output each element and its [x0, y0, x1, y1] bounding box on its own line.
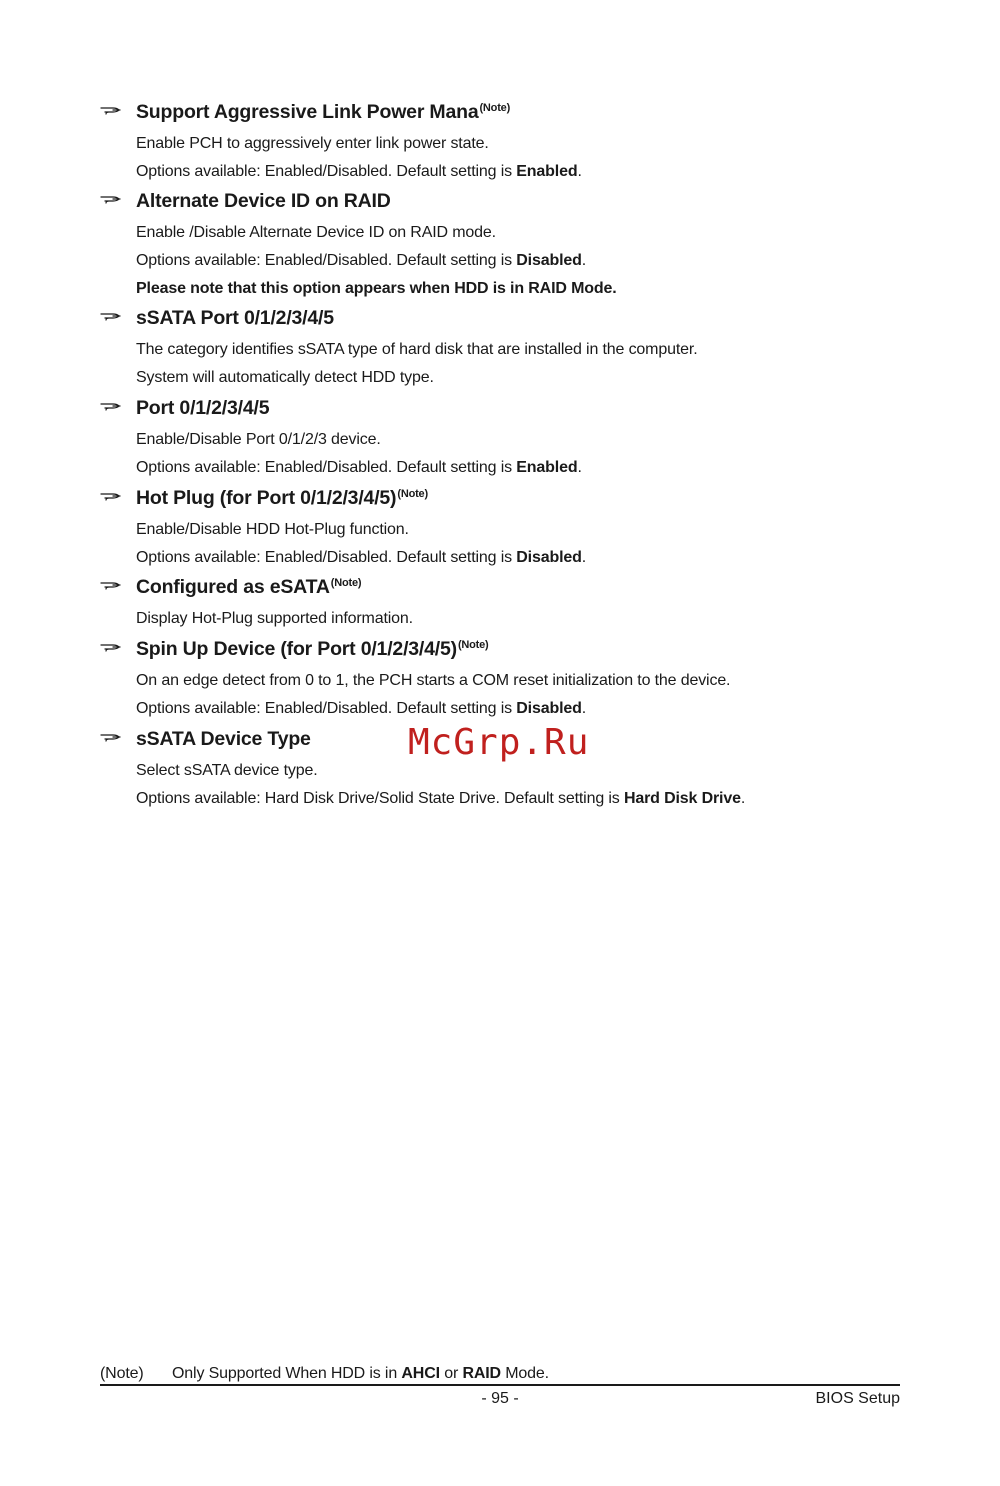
note-superscript: (Note)	[457, 638, 489, 651]
description-line: The category identifies sSATA type of hard disk that are installed in the computer.	[136, 341, 698, 358]
section-title: Configured as eSATA$^{(Note)}$	[136, 576, 362, 598]
options-line: Options available: Enabled/Disabled. Default setting is Enabled.	[136, 459, 582, 476]
note-superscript: (Note)	[479, 101, 511, 114]
section-heading	[100, 635, 900, 663]
default-value: Enabled	[516, 163, 578, 180]
section-title: Spin Up Device (for Port 0/1/2/3/4/5)$^{(Note)}$	[136, 638, 489, 660]
section-title: Hot Plug (for Port 0/1/2/3/4/5)$^{(Note)}$	[136, 487, 428, 509]
options-line: Options available: Enabled/Disabled. Default setting is Disabled.	[136, 700, 587, 717]
description-line: On an edge detect from 0 to 1, the PCH starts a COM reset initialization to the device.	[136, 672, 731, 689]
description-line: Select sSATA device type.	[136, 762, 318, 779]
section-configured-as-esata	[100, 573, 900, 627]
pointing-hand-icon	[100, 102, 124, 118]
section-spin-up-device	[100, 635, 900, 717]
default-value: Disabled	[516, 252, 582, 269]
description-line: Display Hot-Plug supported information.	[136, 610, 413, 627]
section-heading	[100, 304, 900, 332]
note-superscript: (Note)	[397, 487, 428, 500]
section-title: sSATA Port 0/1/2/3/4/5	[136, 307, 334, 329]
default-value: Disabled	[516, 549, 582, 566]
chapter-title: BIOS Setup	[815, 1390, 900, 1407]
section-title: sSATA Device Type	[136, 728, 311, 750]
description-line: Enable/Disable Port 0/1/2/3 device.	[136, 431, 381, 448]
section-heading	[100, 98, 900, 126]
default-value: Hard Disk Drive	[623, 790, 741, 807]
section-heading	[100, 484, 900, 512]
footnote-tag: (Note)	[100, 1365, 144, 1382]
options-line: Options available: Enabled/Disabled. Default setting is Disabled.	[136, 252, 587, 269]
section-ssata-port	[100, 304, 900, 386]
raid-mode-note: Please note that this option appears when HDD is in RAID Mode.	[136, 280, 617, 297]
section-title: Port 0/1/2/3/4/5	[136, 397, 270, 419]
section-title: Support Aggressive Link Power Mana$^{(Note)}$	[136, 101, 511, 123]
options-line: Options available: Enabled/Disabled. Default setting is Disabled.	[136, 549, 587, 566]
page-number: - 95 -	[481, 1390, 519, 1407]
note-superscript: (Note)	[330, 576, 362, 589]
section-support-aggressive-link-power	[100, 98, 900, 180]
default-value: Disabled	[516, 700, 582, 717]
default-value: Enabled	[516, 459, 578, 476]
options-line: Options available: Hard Disk Drive/Solid State Drive. Default setting is Hard Disk Drive.	[136, 790, 746, 807]
pointing-hand-icon	[100, 577, 124, 593]
pointing-hand-icon	[100, 398, 124, 414]
pointing-hand-icon	[100, 191, 124, 207]
pointing-hand-icon	[100, 488, 124, 504]
watermark: McGrp.Ru	[408, 722, 590, 763]
description-line: Enable/Disable HDD Hot-Plug function.	[136, 521, 409, 538]
section-heading	[100, 573, 900, 601]
description-line: Enable /Disable Alternate Device ID on RAID mode.	[136, 224, 496, 241]
description-line: System will automatically detect HDD type.	[136, 369, 434, 386]
section-hot-plug	[100, 484, 900, 566]
pointing-hand-icon	[100, 308, 124, 324]
footnote: (Note) Only Supported When HDD is in AHCI or RAID Mode.	[100, 1362, 549, 1386]
pointing-hand-icon	[100, 639, 124, 655]
options-line: Options available: Enabled/Disabled. Default setting is Enabled.	[136, 163, 582, 180]
pointing-hand-icon	[100, 729, 124, 745]
section-heading	[100, 394, 900, 422]
section-heading	[100, 187, 900, 215]
section-port	[100, 394, 900, 476]
section-alternate-device-id	[100, 187, 900, 297]
section-title: Alternate Device ID on RAID	[136, 190, 391, 212]
description-line: Enable PCH to aggressively enter link power state.	[136, 135, 489, 152]
footer-divider	[100, 1384, 900, 1386]
